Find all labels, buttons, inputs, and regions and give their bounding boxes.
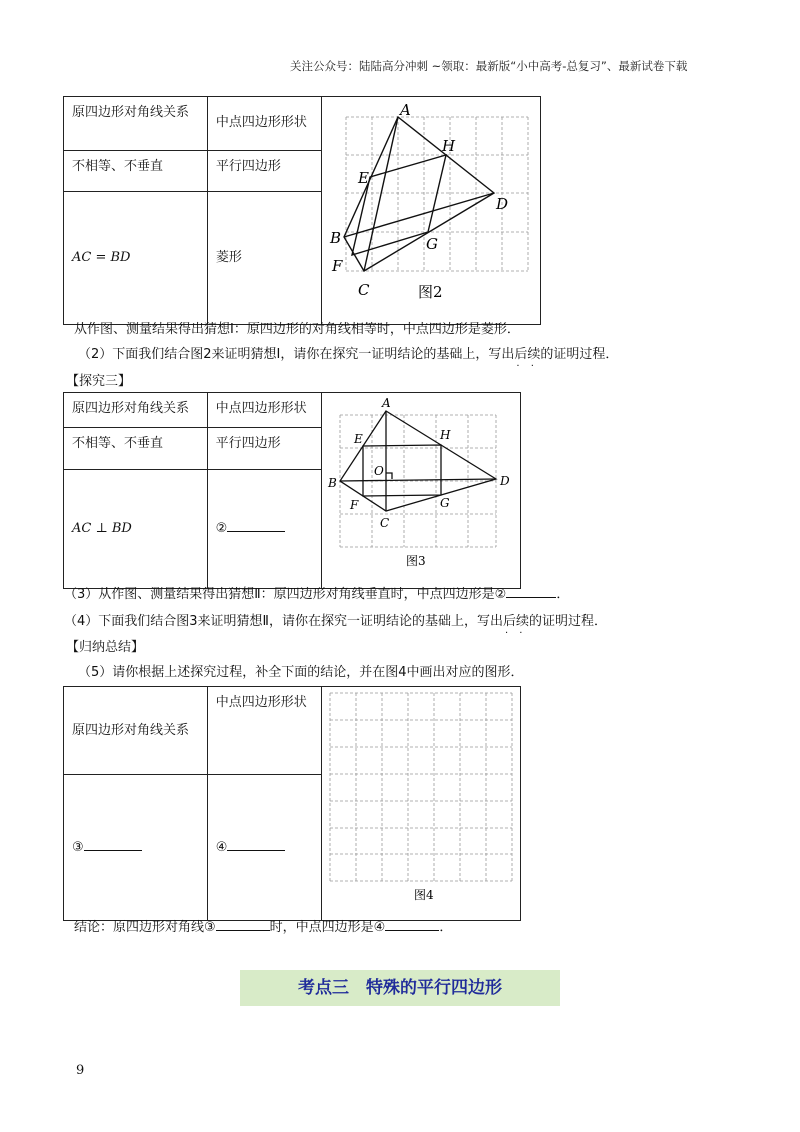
label-f: F xyxy=(331,257,343,275)
label3-f: F xyxy=(349,498,359,512)
table-1 xyxy=(63,96,541,325)
table2-row1-col2: 平行四边形 xyxy=(207,428,321,470)
label3-e: E xyxy=(353,432,363,446)
figure-4-caption: 图4 xyxy=(413,888,434,902)
figure-3-caption: 图3 xyxy=(405,554,426,568)
section-title: 考点三 特殊的平行四边形 xyxy=(240,970,560,1006)
label-c: C xyxy=(357,281,370,299)
table1-row2-col2: 菱形 xyxy=(207,192,321,325)
label-d: D xyxy=(495,195,509,213)
figure-2 xyxy=(322,97,540,317)
label-a: A xyxy=(399,101,411,119)
answer-blank-3[interactable] xyxy=(84,850,142,851)
table2-figure-cell xyxy=(321,393,520,589)
label3-g: G xyxy=(439,496,450,510)
table1-row2-col1: AC = BD xyxy=(64,192,208,325)
conclusion: 结论：原四边形对角线③ 时，中点四边形是④ ． xyxy=(74,920,453,935)
page-number: 9 xyxy=(76,1063,85,1078)
table3-row1-col1: ③ xyxy=(64,775,208,921)
table2-row2-col2: ② xyxy=(207,470,321,589)
label3-b: B xyxy=(327,476,337,490)
label-h: H xyxy=(441,137,456,155)
table-2 xyxy=(63,392,521,589)
table2-col1-header: 原四边形对角线关系 xyxy=(64,393,208,428)
table2-row2-col1: AC ⊥ BD xyxy=(64,470,208,589)
label3-a: A xyxy=(381,396,391,410)
question-5: （5）请你根据上述探究过程，补全下面的结论，并在图4中画出对应的图形． xyxy=(78,665,524,680)
label-e: E xyxy=(357,169,369,187)
figure-2-caption: 图2 xyxy=(417,283,443,301)
explore-3-heading: 【探究三】 xyxy=(66,374,132,389)
table1-figure-cell xyxy=(321,97,540,325)
label3-h: H xyxy=(439,428,451,442)
table3-col1-header: 原四边形对角线关系 xyxy=(64,687,208,775)
table3-row1-col2: ④ xyxy=(207,775,321,921)
table1-row1-col2: 平行四边形 xyxy=(207,150,321,191)
label3-c: C xyxy=(379,516,390,530)
table1-col1-header: 原四边形对角线关系 xyxy=(64,97,208,151)
table3-figure-cell xyxy=(321,687,520,921)
table2-row1-col1: 不相等、不垂直 xyxy=(64,428,208,470)
figure-3 xyxy=(322,393,520,581)
conjecture-1: 从作图、测量结果得出猜想Ⅰ：原四边形的对角线相等时，中点四边形是菱形． xyxy=(74,322,520,337)
answer-blank-4[interactable] xyxy=(227,850,285,851)
table-3 xyxy=(63,686,521,921)
table3-col2-header: 中点四边形形状 xyxy=(207,687,321,775)
header-note: 关注公众号：陆陆高分冲刺 ~领取：最新版“小中高考-总复习”、最新试卷下载 xyxy=(290,59,688,73)
label-g: G xyxy=(425,235,438,253)
conclusion-blank-4[interactable] xyxy=(385,930,439,931)
label3-d: D xyxy=(499,474,510,488)
table1-col2-header: 中点四边形形状 xyxy=(207,97,321,151)
question-2: （2）下面我们结合图2来证明猜想Ⅰ，请你在探究一证明结论的基础上，写出后续 · ·的证明过程． xyxy=(78,343,618,362)
label-b: B xyxy=(329,229,342,247)
answer-blank-2[interactable] xyxy=(227,531,285,532)
question-3: （3）从作图、测量结果得出猜想Ⅱ：原四边形对角线垂直时，中点四边形是② ． xyxy=(64,587,570,602)
question-4: （4）下面我们结合图3来证明猜想Ⅱ，请你在探究一证明结论的基础上，写出后续 · ·的证明过程． xyxy=(64,610,607,629)
figure-4 xyxy=(322,687,520,913)
table2-col2-header: 中点四边形形状 xyxy=(207,393,321,428)
conclusion-blank-3[interactable] xyxy=(216,930,270,931)
label3-o: O xyxy=(373,464,384,478)
table1-row1-col1: 不相等、不垂直 xyxy=(64,150,208,191)
summary-heading: 【归纳总结】 xyxy=(66,640,145,655)
answer-blank-q3[interactable] xyxy=(506,597,556,598)
